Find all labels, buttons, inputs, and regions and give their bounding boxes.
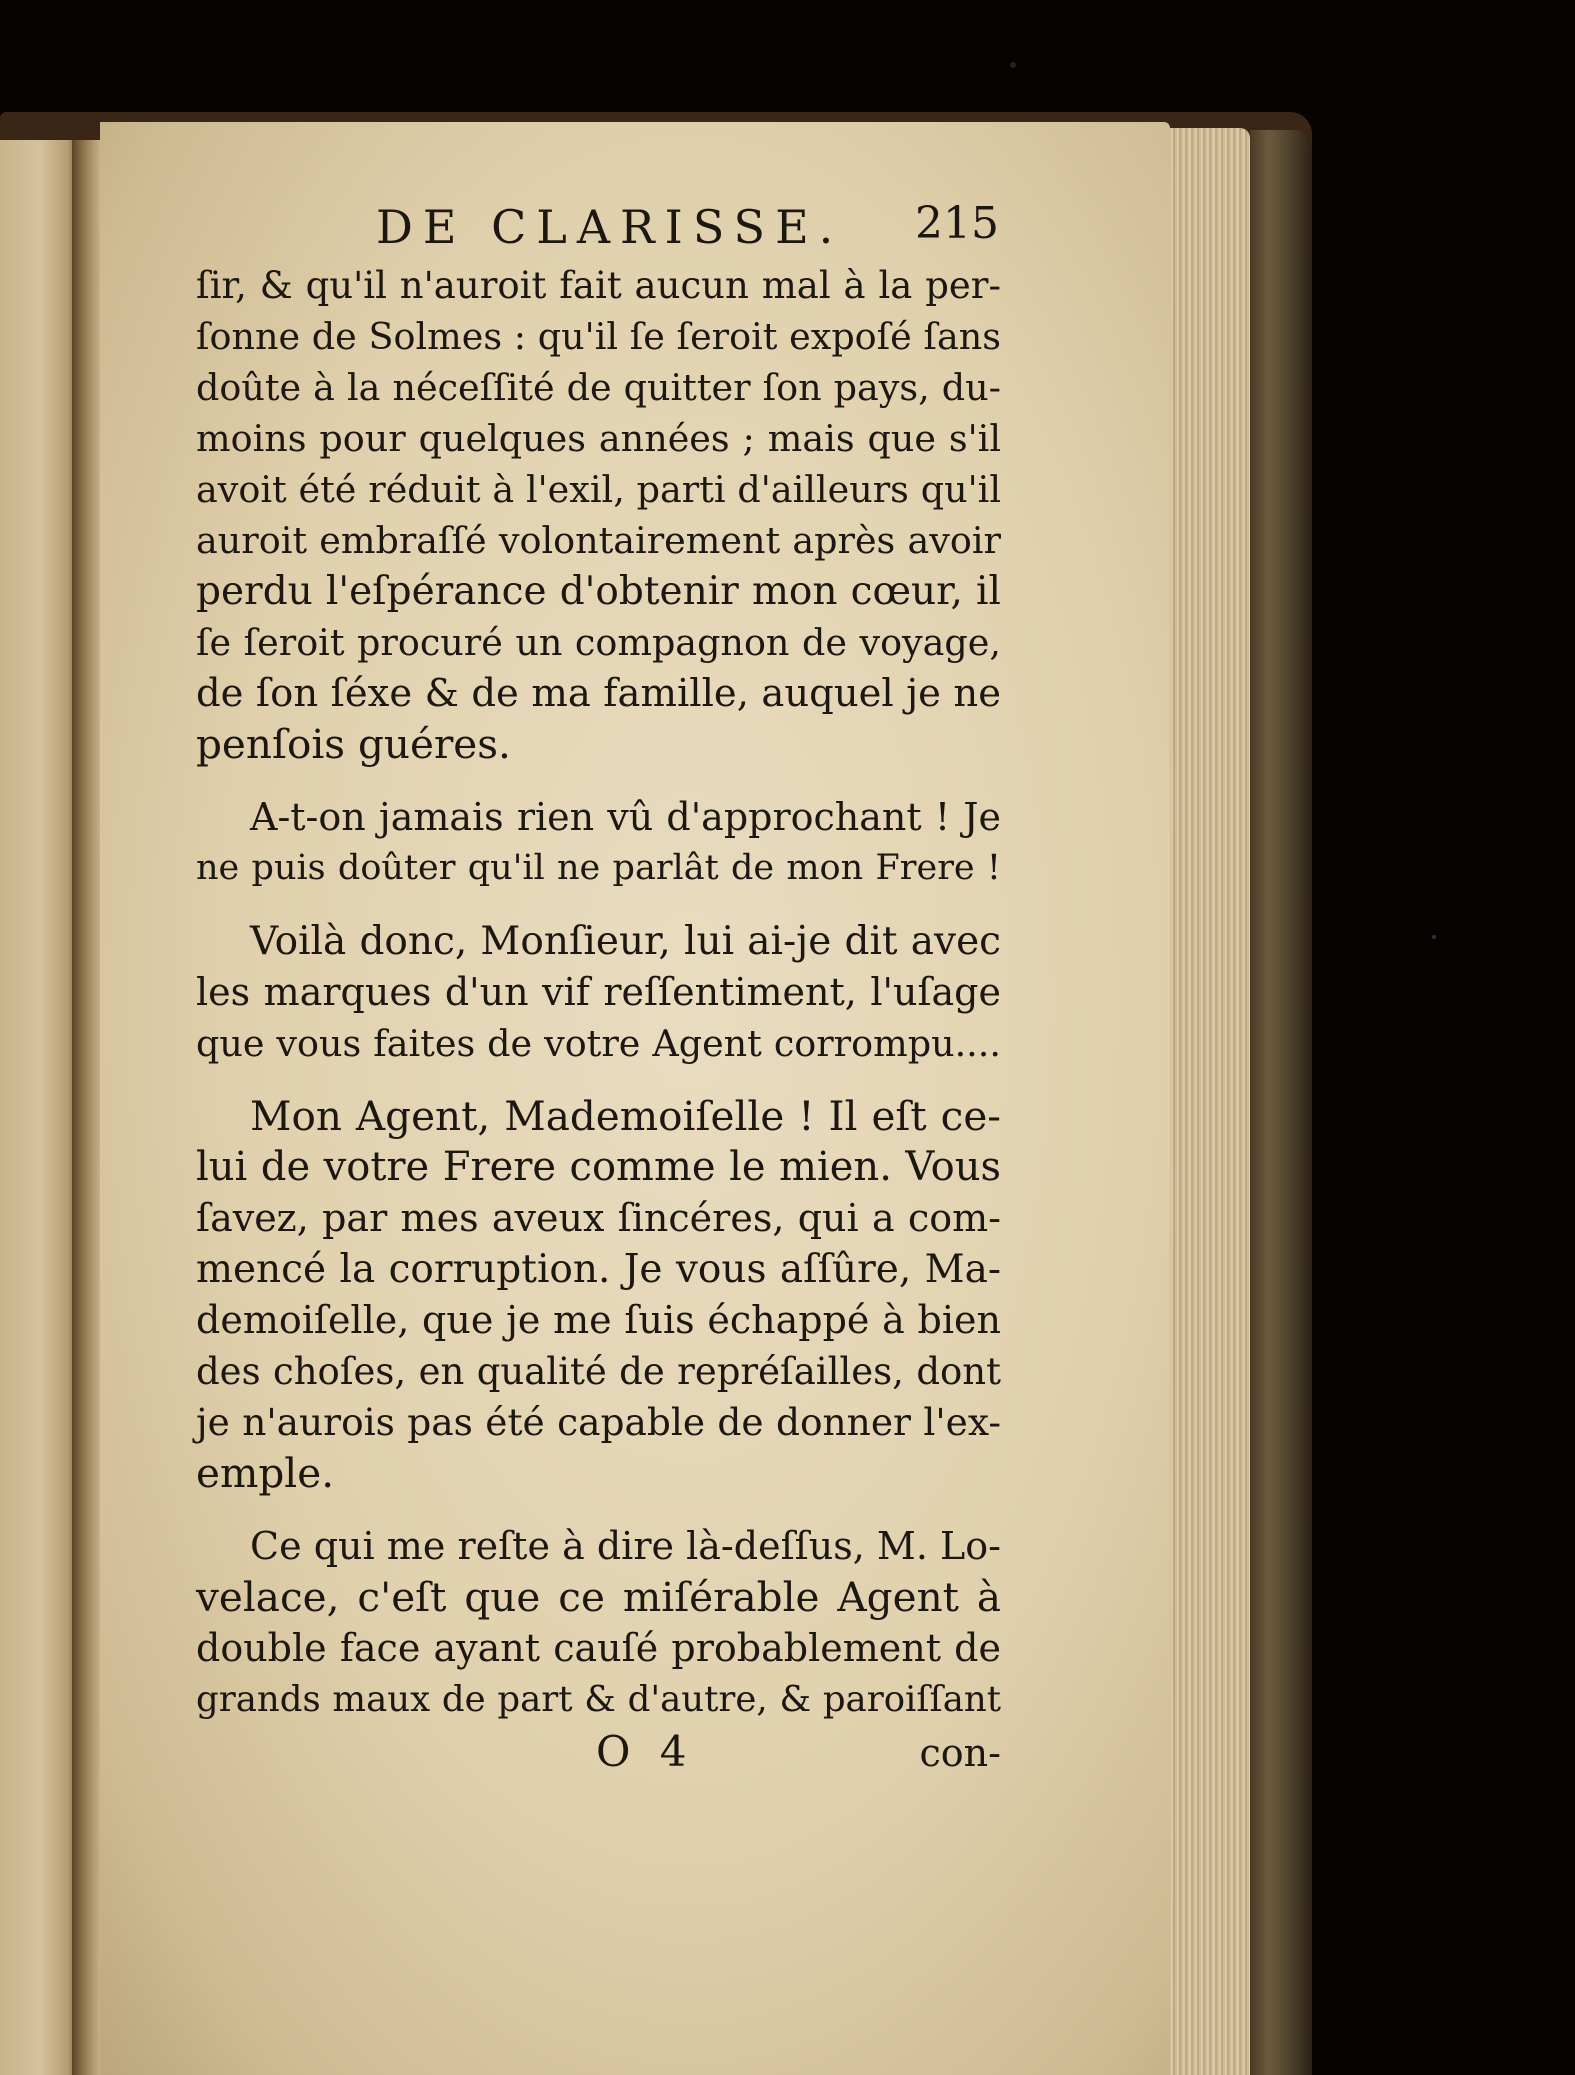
- page-edges: [1170, 128, 1250, 2075]
- left-page-edge: [0, 140, 80, 2075]
- text-line: des choſes, en qualité de repréſailles, dont: [196, 1350, 1001, 1393]
- paragraph: [196, 916, 1001, 1069]
- text-line: avoit été réduit à l'exil, parti d'ailleurs qu'il: [196, 468, 1001, 511]
- text-line: ſonne de Solmes : qu'il ſe ſeroit expoſé ſans: [196, 315, 1001, 358]
- book-spine: [1250, 130, 1312, 2075]
- text-line: Mon Agent, Mademoiſelle ! Il eſt ce-: [250, 1092, 1001, 1140]
- text-line: velace, c'eſt que ce miſérable Agent à: [196, 1573, 1001, 1621]
- text-line: emple.: [196, 1449, 335, 1497]
- page-text: [196, 180, 1001, 1787]
- text-line: double face ayant cauſé probablement de: [196, 1626, 1001, 1670]
- page-number: 215: [915, 198, 999, 249]
- text-line: mencé la corruption. Je vous aſſûre, Ma-: [196, 1247, 1001, 1292]
- debris-speck: [1432, 935, 1436, 939]
- paragraph: [196, 1521, 1001, 1725]
- text-line: que vous faites de votre Agent corrompu....: [196, 1022, 1001, 1065]
- text-line: demoiſelle, que je me ſuis échappé à bien: [196, 1298, 1001, 1342]
- debris-speck: [1010, 62, 1016, 68]
- text-line: Ce qui me reſte à dire là-deſſus, M. Lo-: [250, 1524, 1001, 1568]
- text-line: je n'aurois pas été capable de donner l'ex-: [196, 1400, 1001, 1444]
- text-line: Voilà donc, Monſieur, lui ai-je dit avec: [250, 919, 1001, 964]
- text-line: perdu l'eſpérance d'obtenir mon cœur, il: [196, 569, 1001, 614]
- paragraph: [196, 792, 1001, 894]
- text-line: auroit embraſſé volontairement après avoir: [196, 519, 1001, 562]
- text-line: ſir, & qu'il n'auroit fait aucun mal à la per-: [196, 264, 1001, 307]
- text-line: de ſon ſéxe & de ma famille, auquel je ne: [196, 671, 1001, 716]
- text-line: les marques d'un vif reſſentiment, l'uſage: [196, 970, 1001, 1014]
- page-footer: [196, 1727, 1001, 1787]
- text-line: grands maux de part & d'autre, & paroiſſant: [196, 1679, 1001, 1720]
- paragraph: [196, 260, 1001, 770]
- paragraph: [196, 1091, 1001, 1499]
- page-header: [196, 180, 1001, 260]
- text-line: lui de votre Frere comme le mien. Vous: [196, 1144, 1001, 1190]
- text-line: doûte à la néceſſité de quitter ſon pays, du-: [196, 366, 1001, 409]
- catchword: con-: [919, 1731, 1001, 1775]
- text-line: ſavez, par mes aveux ſincéres, qui a com-: [196, 1196, 1001, 1240]
- text-line: ne puis doûter qu'il ne parlât de mon Frere !: [196, 848, 1001, 888]
- text-line: moins pour quelques années ; mais que s'il: [196, 417, 1001, 460]
- text-line: A-t-on jamais rien vû d'approchant ! Je: [250, 795, 1001, 839]
- text-line: penſois guéres.: [196, 720, 511, 768]
- text-line: ſe ſeroit procuré un compagnon de voyage,: [196, 621, 1001, 664]
- signature-mark: O 4: [596, 1727, 695, 1776]
- running-title: DE CLARISSE.: [376, 200, 844, 254]
